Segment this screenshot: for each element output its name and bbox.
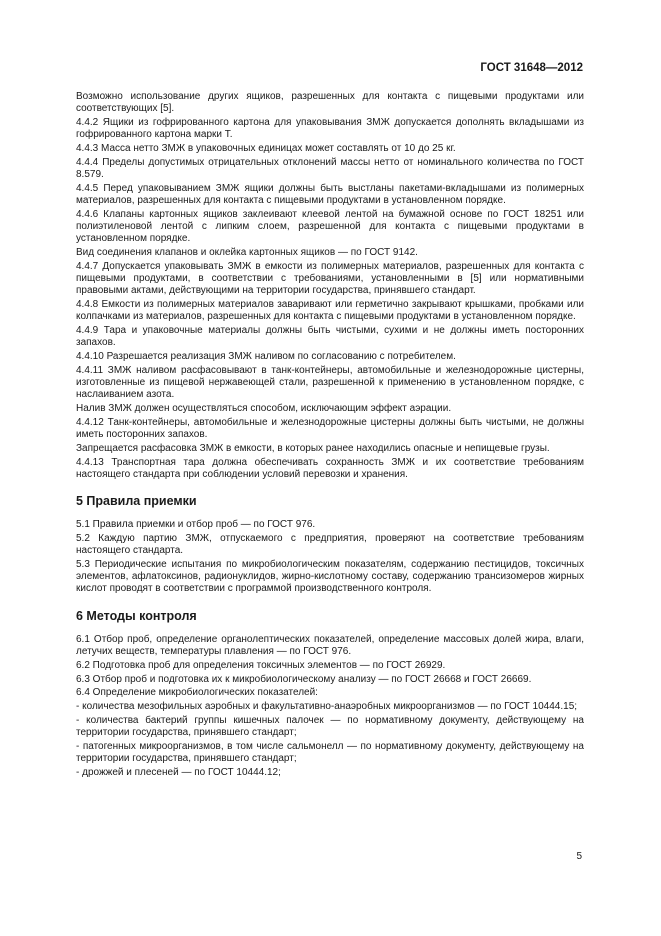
paragraph: Налив ЗМЖ должен осуществляться способом, исключающим эффект аэрации. [76,403,452,414]
paragraph: 4.4.12 Танк-контейнеры, автомобильные и железнодорожные цистерны должны быть чистыми, не должны иметь посторонних запахов. [76,416,584,440]
paragraph: 4.4.5 Перед упаковыванием ЗМЖ ящики должны быть выстланы пакетами-вкладышами из полимерных материалов, разрешенных для контакта с пищевыми продуктами в установленном порядке. [76,182,584,206]
paragraph: 4.4.3 Масса нетто ЗМЖ в упаковочных единицах может составлять от 10 до 25 кг. [76,143,456,154]
paragraph: 4.4.10 Разрешается реализация ЗМЖ наливом по согласованию с потребителем. [76,351,456,362]
paragraph: 6.3 Отбор проб и подготовка их к микробиологическому анализу — по ГОСТ 26668 и ГОСТ 26669. [76,673,532,685]
paragraph: 5.3 Периодические испытания по микробиологическим показателям, содержанию пестицидов, токсичных элементов, афлатоксинов, радионуклидов, жирно-кислотному составу, содержанию трансизомеров жирных кислот проводят в соответствии с программой производственного контроля. [76,559,584,595]
paragraph: 4.4.6 Клапаны картонных ящиков заклеивают клеевой лентой на бумажной основе по ГОСТ 18251 или полиэтиленовой лентой с липким слоем, разрешенной для контакта с пищевыми продуктами в установленном порядке. [76,208,584,245]
document-body [76,91,584,781]
paragraph: - количества мезофильных аэробных и факультативно-анаэробных микроорганизмов — по ГОСТ 10444.15; [76,701,578,713]
paragraph: 6.4 Определение микробиологических показателей: [76,687,318,699]
paragraph: 5.1 Правила приемки и отбор проб — по ГОСТ 976. [76,519,316,531]
page-number: 5 [576,851,582,862]
paragraph: 6.2 Подготовка проб для определения токсичных элементов — по ГОСТ 26929. [76,659,446,671]
paragraph: 4.4.4 Пределы допустимых отрицательных отклонений массы нетто от номинального количества по ГОСТ 8.579. [76,156,584,180]
paragraph: Запрещается расфасовка ЗМЖ в емкости, в которых ранее находились опасные и непищевые грузы. [76,442,550,454]
paragraph: 5.2 Каждую партию ЗМЖ, отпускаемого с предприятия, проверяют на соответствие требованиям настоящего стандарта. [76,533,584,557]
paragraph: 4.4.2 Ящики из гофрированного картона для упаковывания ЗМЖ допускается дополнять вкладышами из гофрированного картона марки Т. [76,117,584,141]
paragraph: 4.4.8 Емкости из полимерных материалов заваривают или герметично закрывают крышками, пробками или колпачками из материалов, разрешенных для контакта с пищевыми продуктами в установленном порядке. [76,299,584,323]
paragraph: Вид соединения клапанов и оклейка картонных ящиков — по ГОСТ 9142. [76,247,418,258]
section-6-body [76,634,584,779]
document-header: ГОСТ 31648—2012 [480,62,583,74]
paragraph: - количества бактерий группы кишечных палочек — по нормативному документу, действующему на территории государства, принявшего стандарт; [76,715,584,739]
paragraph: 4.4.9 Тара и упаковочные материалы должны быть чистыми, сухими и не должны иметь посторонних запахов. [76,325,584,349]
paragraph: - дрожжей и плесеней — по ГОСТ 10444.12; [76,767,281,778]
section4-continuation [76,91,584,481]
section-5-body [76,519,584,595]
section-5-title: 5 Правила приемки [76,494,197,508]
section-6-title: 6 Методы контроля [76,608,197,623]
paragraph: - патогенных микроорганизмов, в том числе сальмонелл — по нормативному документу, действующему на территории государства, принявшего стандарт; [76,741,584,765]
paragraph: 4.4.7 Допускается упаковывать ЗМЖ в емкости из полимерных материалов, разрешенных для контакта с пищевыми продуктами, в соответствии с требованиями, установленными в [5] или нормативными правовыми актами, действующими на территории государства, принявшего стандарт. [76,260,584,297]
paragraph: Возможно использование других ящиков, разрешенных для контакта с пищевыми продуктами или соответствующих [5]. [76,91,584,115]
paragraph: 6.1 Отбор проб, определение органолептических показателей, определение массовых долей жира, влаги, летучих веществ, температуры плавления — по ГОСТ 976. [76,633,584,658]
paragraph: 4.4.13 Транспортная тара должна обеспечивать сохранность ЗМЖ и их соответствие требованиям настоящего стандарта при соблюдении условий перевозки и хранения. [76,456,584,480]
paragraph: 4.4.11 ЗМЖ наливом расфасовывают в танк-контейнеры, автомобильные и железнодорожные цистерны, изготовленные из пищевой нержавеющей стали, разрешенной к применению в установленном порядке, с наслаиванием азота. [76,364,584,401]
